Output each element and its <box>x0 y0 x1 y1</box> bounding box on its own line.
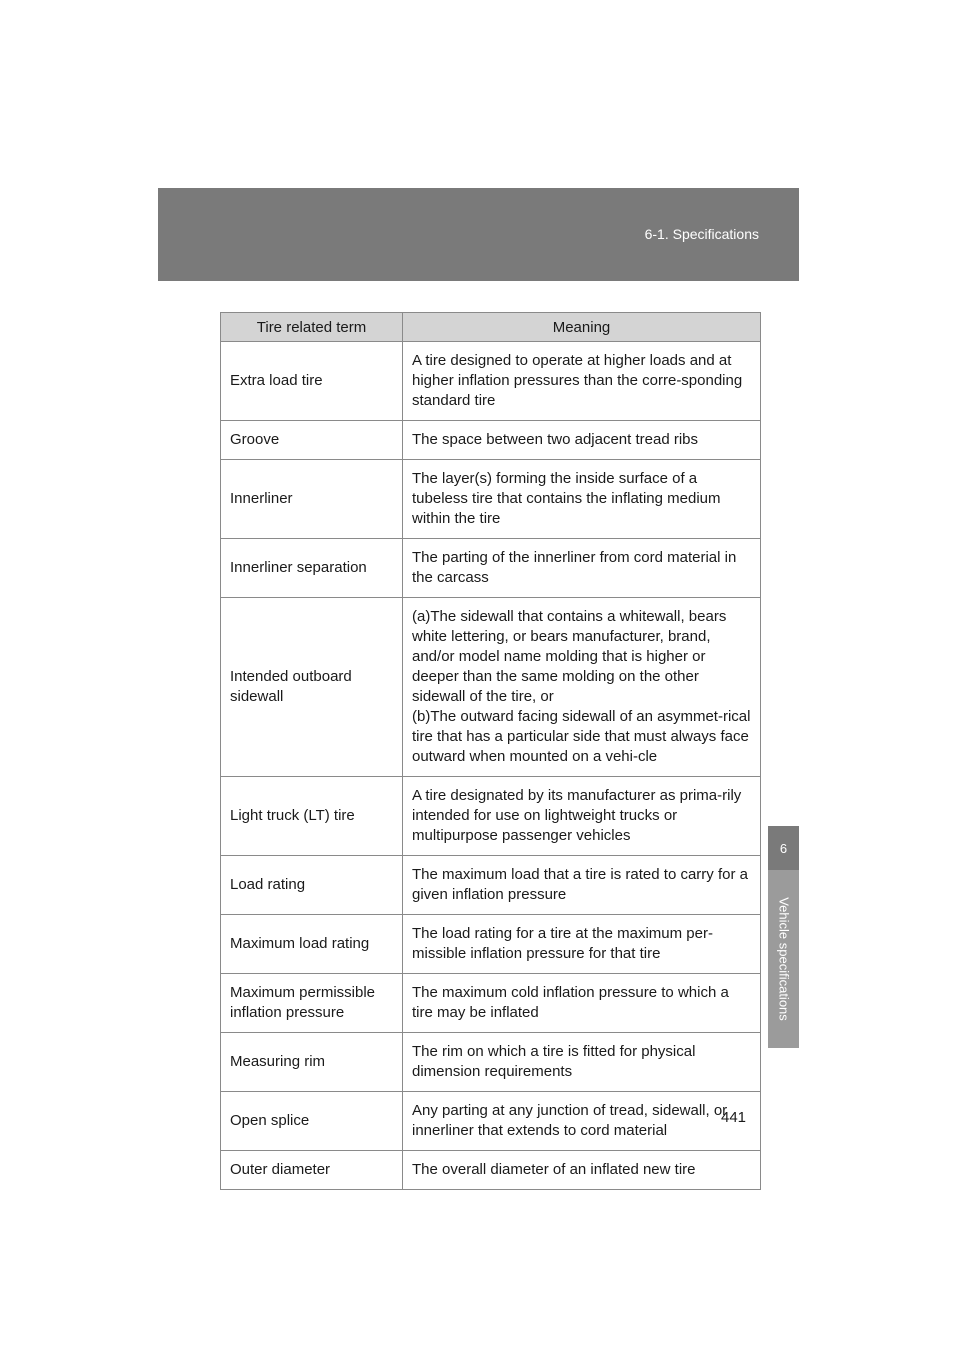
meaning-cell: A tire designated by its manufacturer as prima-rily intended for use on lightweight trucks or multipurpose passenger vehicles <box>403 777 761 856</box>
chapter-tab-number <box>768 826 799 870</box>
meaning-cell: The rim on which a tire is fitted for physical dimension requirements <box>403 1033 761 1092</box>
table-row <box>221 1092 761 1151</box>
table-row <box>221 777 761 856</box>
column-header-term: Tire related term <box>221 313 403 342</box>
section-title: 6-1. Specifications <box>644 226 759 242</box>
term-cell: Innerliner <box>221 460 403 539</box>
tire-terms-table <box>220 312 761 1190</box>
term-cell: Light truck (LT) tire <box>221 777 403 856</box>
term-cell: Groove <box>221 421 403 460</box>
table-header-row <box>221 313 761 342</box>
meaning-cell: A tire designed to operate at higher loads and at higher inflation pressures than the corre-sponding standard tire <box>403 342 761 421</box>
term-cell: Outer diameter <box>221 1151 403 1190</box>
meaning-cell: The overall diameter of an inflated new tire <box>403 1151 761 1190</box>
term-cell: Load rating <box>221 856 403 915</box>
chapter-label: Vehicle specifications <box>776 897 791 1021</box>
term-cell: Measuring rim <box>221 1033 403 1092</box>
meaning-cell: The parting of the innerliner from cord material in the carcass <box>403 539 761 598</box>
page-number: 441 <box>721 1109 747 1126</box>
table-row <box>221 1151 761 1190</box>
term-cell: Innerliner separation <box>221 539 403 598</box>
meaning-cell: Any parting at any junction of tread, sidewall, or innerliner that extends to cord material <box>403 1092 761 1151</box>
table-row <box>221 974 761 1033</box>
chapter-tab <box>768 870 799 1048</box>
meaning-cell: The load rating for a tire at the maximum per-missible inflation pressure for that tire <box>403 915 761 974</box>
table-row <box>221 1033 761 1092</box>
header-band <box>158 188 799 281</box>
term-cell: Maximum load rating <box>221 915 403 974</box>
term-cell: Extra load tire <box>221 342 403 421</box>
meaning-cell: (a)The sidewall that contains a whitewall, bears white lettering, or bears manufacturer, brand, and/or model name molding that is higher or deeper than the same molding on the other sidewall of the tire, or (b)The outward facing sidewall of an asymmet-rical tire that has a particular side that must always face outward when mounted on a vehi-cle <box>403 598 761 777</box>
term-cell: Intended outboard sidewall <box>221 598 403 777</box>
table-row <box>221 915 761 974</box>
table-row <box>221 598 761 777</box>
meaning-cell: The layer(s) forming the inside surface of a tubeless tire that contains the inflating medium within the tire <box>403 460 761 539</box>
table-row <box>221 460 761 539</box>
table-row <box>221 421 761 460</box>
term-cell: Open splice <box>221 1092 403 1151</box>
column-header-meaning: Meaning <box>403 313 761 342</box>
meaning-cell: The space between two adjacent tread ribs <box>403 421 761 460</box>
table-row <box>221 539 761 598</box>
table-row <box>221 856 761 915</box>
table-row <box>221 342 761 421</box>
meaning-cell: The maximum load that a tire is rated to carry for a given inflation pressure <box>403 856 761 915</box>
term-cell: Maximum permissible inflation pressure <box>221 974 403 1033</box>
chapter-number: 6 <box>779 841 788 856</box>
meaning-cell: The maximum cold inflation pressure to which a tire may be inflated <box>403 974 761 1033</box>
